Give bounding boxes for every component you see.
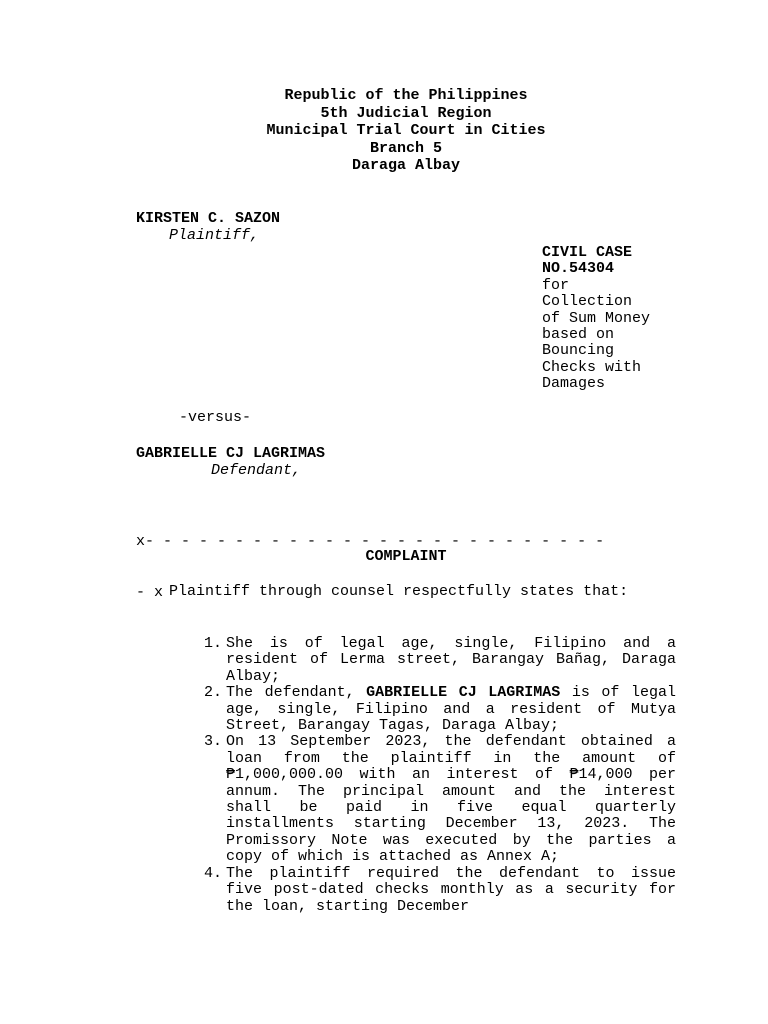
case-number-label: CIVIL CASE [542,244,633,261]
header-court: Municipal Trial Court in Cities [266,122,546,139]
defendant-name: GABRIELLE CJ LAGRIMAS [136,445,326,462]
court-header [0,87,768,175]
header-republic: Republic of the Philippines [284,87,528,104]
item-text: She is of legal age, single, Filipino and a resident of Lerma street, Barangay Bañag, Daraga Albay; [226,635,676,685]
item-text-pre: The defendant, [226,684,367,702]
list-item [204,866,676,915]
plaintiff-role: Plaintiff, [169,227,260,244]
header-branch: Branch 5 [369,139,442,157]
item-number: 1. [204,635,223,652]
item-text: On 13 September 2023, the defendant obtained a loan from the plaintiff in the amount of ₱1,000,000.00 with an interest of ₱14,000 per annum. The principal amount and the interest shall be paid in five equal quarterly installments starting December 13, 2023. The Promissory Note was executed by the parties a copy of which is attached as Annex A; [226,733,676,866]
item-number: 2. [204,684,223,702]
case-desc-1: for [542,276,570,294]
separator-line-2: - x [136,584,164,601]
separator-line [136,499,676,635]
intro-paragraph: Plaintiff through counsel respectfully states that: [169,583,629,600]
item-number: 3. [204,733,223,751]
header-region: 5th Judicial Region [320,104,492,122]
allegations-list [204,636,676,915]
case-desc-5: Bouncing [542,342,615,360]
case-desc-3: of Sum Money [542,309,651,327]
list-item [204,734,676,865]
case-desc-7: Damages [542,375,606,393]
item-text-post: is of legal age, single, Filipino and a resident of Mutya Street, Barangay Tagas, Daraga Albay; [226,684,676,735]
plaintiff-name: KIRSTEN C. SAZON [136,210,281,227]
defendant-name-inline: GABRIELLE CJ LAGRIMAS [366,684,561,702]
list-item [204,685,676,734]
case-caption [542,245,682,393]
defendant-role: Defendant, [211,462,302,479]
item-text: The plaintiff required the defendant to issue five post-dated checks monthly as a security for the loan, starting December [226,864,676,915]
complaint-title: COMPLAINT [365,548,447,565]
list-item [204,636,676,685]
case-desc-2: Collection [542,293,633,311]
versus-label: -versus- [179,409,252,426]
case-number: NO.54304 [542,260,615,278]
item-number: 4. [204,864,223,882]
header-location: Daraga Albay [351,157,461,174]
separator-line-1: x- - - - - - - - - - - - - - - - - - - - - - - - - - [136,533,605,550]
case-desc-6: Checks with [542,358,642,376]
case-desc-4: based on [542,326,615,344]
